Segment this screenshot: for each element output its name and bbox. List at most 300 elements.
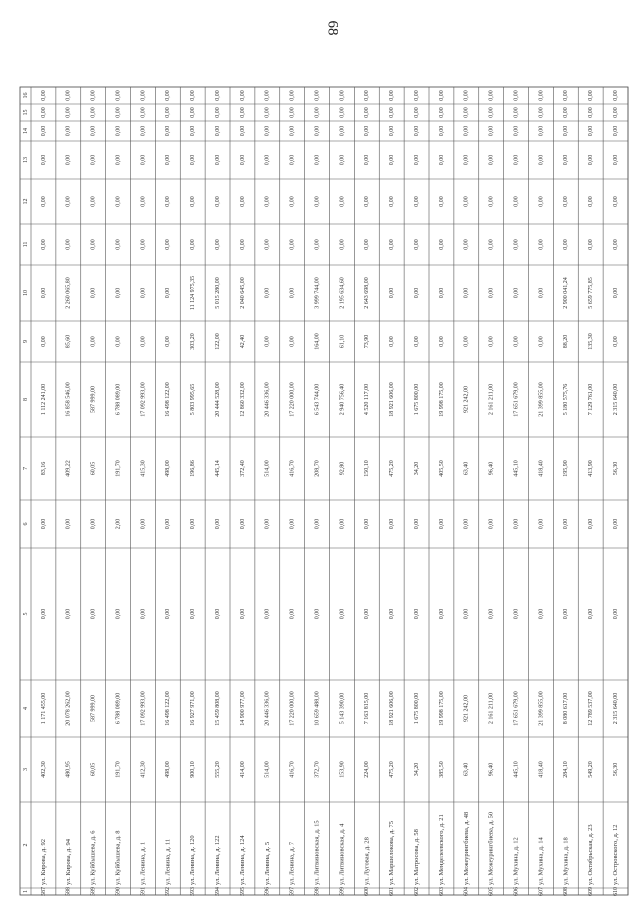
value-cell: 0,00 bbox=[264, 518, 271, 530]
value-cell: 0,00 bbox=[289, 125, 296, 137]
value-cell: 5 803 995,65 bbox=[190, 383, 197, 416]
value-cell: 0,00 bbox=[563, 107, 570, 118]
row-number-cell: 587 bbox=[40, 887, 47, 896]
value-cell: 1 171 455,00 bbox=[40, 692, 47, 725]
address-cell: ул. Литвиновская, д. 4 bbox=[338, 823, 346, 885]
value-cell: 405,50 bbox=[438, 460, 445, 477]
value-cell: 0,00 bbox=[488, 90, 495, 101]
value-cell: 0,00 bbox=[538, 154, 545, 166]
value-cell: 414,00 bbox=[239, 761, 246, 778]
value-cell: 0,00 bbox=[588, 125, 595, 137]
value-cell: 0,00 bbox=[389, 239, 396, 250]
value-cell: 2 315 640,00 bbox=[612, 692, 619, 725]
value-cell: 0,00 bbox=[90, 125, 97, 137]
value-cell: 372,70 bbox=[314, 761, 321, 778]
value-cell: 0,00 bbox=[612, 90, 619, 101]
value-cell: 0,00 bbox=[588, 154, 595, 166]
value-cell: 0,00 bbox=[563, 90, 570, 101]
value-cell: 92,80 bbox=[339, 461, 346, 476]
value-cell: 0,00 bbox=[438, 90, 445, 101]
value-cell: 3 999 744,00 bbox=[314, 277, 321, 309]
value-cell: 0,00 bbox=[314, 107, 321, 118]
value-cell: 0,00 bbox=[264, 287, 271, 299]
value-cell: 0,00 bbox=[264, 154, 271, 166]
value-cell: 5 180 575,76 bbox=[563, 383, 570, 416]
value-cell: 4 520 117,00 bbox=[364, 383, 371, 416]
value-cell: 0,00 bbox=[463, 239, 470, 250]
value-cell: 85,60 bbox=[65, 334, 72, 349]
value-cell: 18 921 606,00 bbox=[389, 691, 396, 726]
address-cell: ул. Мухина, д. 18 bbox=[562, 837, 570, 885]
row-number-cell: 600 bbox=[364, 887, 371, 896]
value-cell: 0,00 bbox=[513, 196, 520, 207]
value-cell: 0,00 bbox=[115, 154, 122, 166]
value-cell: 17 651 679,00 bbox=[513, 382, 520, 417]
value-cell: 0,00 bbox=[389, 154, 396, 166]
value-cell: 17 092 993,00 bbox=[140, 691, 147, 726]
value-cell: 0,00 bbox=[40, 107, 47, 118]
value-cell: 0,00 bbox=[538, 90, 545, 101]
page-number-text: 68 bbox=[324, 20, 341, 36]
value-cell: 0,00 bbox=[438, 196, 445, 207]
value-cell: 0,00 bbox=[612, 239, 619, 250]
address-cell: ул. Куйбышева, д. 8 bbox=[114, 830, 122, 885]
row-number-cell: 605 bbox=[488, 887, 495, 896]
value-cell: 0,00 bbox=[239, 196, 246, 207]
value-cell: 514,00 bbox=[264, 761, 271, 778]
value-cell: 17 220 000,00 bbox=[289, 691, 296, 726]
value-cell: 34,20 bbox=[413, 461, 420, 476]
value-cell: 0,00 bbox=[513, 239, 520, 250]
value-cell: 549,20 bbox=[588, 761, 595, 778]
value-cell: 0,00 bbox=[165, 239, 172, 250]
value-cell: 0,00 bbox=[115, 287, 122, 299]
value-cell: 0,00 bbox=[65, 107, 72, 118]
value-cell: 0,00 bbox=[513, 125, 520, 137]
column-number-header: 2 bbox=[22, 843, 29, 847]
value-cell: 0,00 bbox=[90, 518, 97, 530]
value-cell: 60,05 bbox=[90, 461, 97, 476]
value-cell: 0,00 bbox=[40, 239, 47, 250]
column-number-header: 13 bbox=[22, 157, 29, 163]
value-cell: 0,00 bbox=[513, 287, 520, 299]
value-cell: 0,00 bbox=[264, 196, 271, 207]
value-cell: 0,00 bbox=[563, 196, 570, 207]
column-number-header: 12 bbox=[22, 198, 29, 205]
value-cell: 0,00 bbox=[364, 107, 371, 118]
value-cell: 0,00 bbox=[140, 518, 147, 530]
value-cell: 5 143 390,00 bbox=[339, 692, 346, 725]
value-cell: 0,00 bbox=[165, 608, 172, 620]
value-cell: 587 999,00 bbox=[90, 386, 97, 413]
value-cell: 0,00 bbox=[612, 287, 619, 299]
row-number-cell: 588 bbox=[65, 887, 72, 896]
value-cell: 0,00 bbox=[413, 518, 420, 530]
value-cell: 10 659 488,00 bbox=[314, 691, 321, 726]
value-cell: 0,00 bbox=[463, 196, 470, 207]
value-cell: 0,00 bbox=[214, 90, 221, 101]
value-cell: 0,00 bbox=[214, 107, 221, 118]
value-cell: 0,00 bbox=[115, 125, 122, 137]
value-cell: 0,00 bbox=[314, 518, 321, 530]
value-cell: 0,00 bbox=[140, 107, 147, 118]
column-number-header: 7 bbox=[22, 467, 29, 470]
value-cell: 418,40 bbox=[538, 761, 545, 778]
value-cell: 0,00 bbox=[165, 336, 172, 347]
value-cell: 0,00 bbox=[488, 154, 495, 166]
address-cell: ул. Ленина, д. 5 bbox=[263, 841, 271, 885]
value-cell: 0,00 bbox=[140, 239, 147, 250]
value-cell: 284,10 bbox=[563, 761, 570, 778]
value-cell: 0,00 bbox=[140, 196, 147, 207]
row-number-cell: 599 bbox=[339, 887, 346, 896]
value-cell: 0,00 bbox=[612, 518, 619, 530]
value-cell: 0,00 bbox=[264, 107, 271, 118]
value-cell: 0,00 bbox=[65, 154, 72, 166]
value-cell: 60,05 bbox=[90, 762, 97, 777]
value-cell: 12 860 332,00 bbox=[239, 382, 246, 417]
row-number-cell: 609 bbox=[588, 887, 595, 896]
value-cell: 0,00 bbox=[264, 90, 271, 101]
value-cell: 0,00 bbox=[314, 90, 321, 101]
value-cell: 0,00 bbox=[413, 336, 420, 347]
row-number-cell: 610 bbox=[612, 887, 619, 896]
value-cell: 0,00 bbox=[438, 107, 445, 118]
value-cell: 0,00 bbox=[40, 287, 47, 299]
value-cell: 0,00 bbox=[90, 239, 97, 250]
value-cell: 0,00 bbox=[463, 336, 470, 347]
row-number-cell: 595 bbox=[239, 887, 246, 896]
value-cell: 191,70 bbox=[115, 761, 122, 778]
value-cell: 0,00 bbox=[588, 518, 595, 530]
row-number-cell: 597 bbox=[289, 887, 296, 896]
value-cell: 0,00 bbox=[314, 239, 321, 250]
value-cell: 0,00 bbox=[40, 336, 47, 347]
value-cell: 0,00 bbox=[413, 154, 420, 166]
value-cell: 0,00 bbox=[413, 107, 420, 118]
value-cell: 0,00 bbox=[538, 125, 545, 137]
value-cell: 0,00 bbox=[264, 336, 271, 347]
value-cell: 20 078 262,00 bbox=[65, 691, 72, 726]
value-cell: 0,00 bbox=[115, 196, 122, 207]
value-cell: 0,00 bbox=[289, 154, 296, 166]
value-cell: 0,00 bbox=[214, 518, 221, 530]
value-cell: 0,00 bbox=[40, 154, 47, 166]
value-cell: 0,00 bbox=[538, 239, 545, 250]
value-cell: 445,10 bbox=[513, 460, 520, 477]
value-cell: 0,00 bbox=[513, 518, 520, 530]
value-cell: 0,00 bbox=[165, 518, 172, 530]
value-cell: 0,00 bbox=[190, 125, 197, 137]
value-cell: 0,00 bbox=[90, 107, 97, 118]
value-cell: 0,00 bbox=[264, 125, 271, 137]
value-cell: 73,90 bbox=[364, 334, 371, 349]
value-cell: 0,00 bbox=[563, 239, 570, 250]
value-cell: 0,00 bbox=[488, 287, 495, 299]
value-cell: 0,00 bbox=[563, 518, 570, 530]
value-cell: 0,00 bbox=[140, 287, 147, 299]
value-cell: 0,00 bbox=[588, 90, 595, 101]
value-cell: 2 260 065,80 bbox=[65, 277, 72, 309]
value-cell: 385,50 bbox=[438, 761, 445, 778]
value-cell: 0,00 bbox=[289, 107, 296, 118]
value-cell: 0,00 bbox=[538, 287, 545, 299]
value-cell: 0,00 bbox=[612, 107, 619, 118]
row-number-cell: 604 bbox=[463, 887, 470, 896]
value-cell: 11 124 975,35 bbox=[190, 275, 197, 311]
value-cell: 0,00 bbox=[40, 518, 47, 530]
value-cell: 0,00 bbox=[115, 239, 122, 250]
value-cell: 0,00 bbox=[463, 154, 470, 166]
value-cell: 0,00 bbox=[438, 336, 445, 347]
value-cell: 164,00 bbox=[314, 333, 321, 350]
value-cell: 555,20 bbox=[214, 761, 221, 778]
value-cell: 16 858 546,00 bbox=[65, 382, 72, 417]
value-cell: 0,00 bbox=[538, 518, 545, 530]
value-cell: 0,00 bbox=[389, 608, 396, 620]
address-cell: ул. Ленина, д. 11 bbox=[164, 838, 172, 885]
value-cell: 0,00 bbox=[413, 125, 420, 137]
value-cell: 0,00 bbox=[588, 239, 595, 250]
value-cell: 0,00 bbox=[389, 107, 396, 118]
value-cell: 0,00 bbox=[588, 196, 595, 207]
value-cell: 0,00 bbox=[438, 125, 445, 137]
value-cell: 0,00 bbox=[438, 608, 445, 620]
value-cell: 0,00 bbox=[165, 196, 172, 207]
value-cell: 0,00 bbox=[563, 154, 570, 166]
value-cell: 150,10 bbox=[364, 460, 371, 477]
value-cell: 0,00 bbox=[488, 107, 495, 118]
value-cell: 475,20 bbox=[389, 460, 396, 477]
table-border bbox=[20, 87, 628, 895]
value-cell: 0,00 bbox=[115, 608, 122, 620]
address-cell: ул. Менделеевского, д. 21 bbox=[437, 814, 445, 885]
address-cell: ул. Межеурингбиева, д. 50 bbox=[487, 811, 495, 885]
address-cell: ул. Матросова, д. 58 bbox=[413, 829, 421, 885]
row-number-cell: 592 bbox=[165, 887, 172, 896]
row-number-cell: 591 bbox=[140, 887, 147, 896]
value-cell: 0,00 bbox=[339, 107, 346, 118]
value-cell: 0,00 bbox=[538, 196, 545, 207]
value-cell: 6 543 744,00 bbox=[314, 383, 321, 416]
value-cell: 7 129 761,00 bbox=[588, 383, 595, 416]
value-cell: 88,20 bbox=[563, 334, 570, 349]
value-cell: 409,22 bbox=[65, 460, 72, 477]
value-cell: 20 446 336,00 bbox=[264, 691, 271, 726]
value-cell: 0,00 bbox=[115, 90, 122, 101]
column-number-header: 6 bbox=[22, 522, 29, 526]
value-cell: 42,40 bbox=[239, 334, 246, 349]
value-cell: 0,00 bbox=[438, 518, 445, 530]
value-cell: 0,00 bbox=[364, 90, 371, 101]
value-cell: 0,00 bbox=[90, 154, 97, 166]
address-cell: ул. Мухина, д. 14 bbox=[537, 837, 545, 885]
value-cell: 0,00 bbox=[140, 125, 147, 137]
value-cell: 402,30 bbox=[40, 761, 47, 778]
column-number-header: 8 bbox=[22, 398, 29, 401]
value-cell: 0,00 bbox=[40, 90, 47, 101]
value-cell: 0,00 bbox=[563, 125, 570, 137]
address-cell: ул. Литвиновская, д. 15 bbox=[313, 820, 321, 885]
value-cell: 0,00 bbox=[364, 196, 371, 207]
value-cell: 2 161 211,00 bbox=[488, 692, 495, 725]
value-cell: 0,00 bbox=[65, 518, 72, 530]
value-cell: 0,00 bbox=[488, 196, 495, 207]
value-cell: 0,00 bbox=[289, 518, 296, 530]
value-cell: 7 163 815,00 bbox=[364, 692, 371, 725]
value-cell: 0,00 bbox=[264, 239, 271, 250]
column-number-header: 11 bbox=[22, 241, 29, 248]
value-cell: 0,00 bbox=[463, 518, 470, 530]
value-cell: 2,00 bbox=[115, 518, 122, 530]
value-cell: 0,00 bbox=[165, 287, 172, 299]
column-number-header: 5 bbox=[22, 612, 29, 616]
value-cell: 0,00 bbox=[239, 518, 246, 530]
value-cell: 0,00 bbox=[538, 336, 545, 347]
value-cell: 514,00 bbox=[264, 460, 271, 477]
value-cell: 56,30 bbox=[612, 461, 619, 476]
value-cell: 0,00 bbox=[413, 90, 420, 101]
value-cell: 0,00 bbox=[90, 336, 97, 347]
value-cell: 0,00 bbox=[513, 608, 520, 620]
value-cell: 0,00 bbox=[389, 518, 396, 530]
row-number-cell: 590 bbox=[115, 887, 122, 896]
value-cell: 0,00 bbox=[488, 518, 495, 530]
value-cell: 0,00 bbox=[339, 518, 346, 530]
address-cell: ул. Ленина, д. 1 bbox=[139, 841, 147, 885]
row-number-cell: 606 bbox=[513, 887, 520, 896]
value-cell: 0,00 bbox=[40, 125, 47, 137]
value-cell: 0,00 bbox=[214, 196, 221, 207]
value-cell: 96,40 bbox=[488, 461, 495, 476]
value-cell: 1 112 241,00 bbox=[40, 383, 47, 416]
value-cell: 0,00 bbox=[264, 608, 271, 620]
value-cell: 412,30 bbox=[140, 761, 147, 778]
value-cell: 0,00 bbox=[289, 608, 296, 620]
row-number-cell: 602 bbox=[413, 887, 420, 896]
value-cell: 0,00 bbox=[413, 196, 420, 207]
row-number-cell: 607 bbox=[538, 887, 545, 896]
value-cell: 0,00 bbox=[140, 90, 147, 101]
value-cell: 0,00 bbox=[214, 154, 221, 166]
value-cell: 0,00 bbox=[289, 287, 296, 299]
value-cell: 122,00 bbox=[214, 333, 221, 350]
value-cell: 0,00 bbox=[65, 125, 72, 137]
value-cell: 34,20 bbox=[413, 762, 420, 777]
value-cell: 0,00 bbox=[165, 125, 172, 137]
value-cell: 0,00 bbox=[339, 90, 346, 101]
value-cell: 0,00 bbox=[612, 608, 619, 620]
value-cell: 0,00 bbox=[165, 154, 172, 166]
value-cell: 19 998 175,00 bbox=[438, 691, 445, 726]
value-cell: 0,00 bbox=[438, 239, 445, 250]
value-cell: 0,00 bbox=[190, 518, 197, 530]
address-cell: ул. Ленина, д. 122 bbox=[214, 835, 222, 885]
value-cell: 0,00 bbox=[190, 154, 197, 166]
value-cell: 0,00 bbox=[239, 608, 246, 620]
value-cell: 900,10 bbox=[190, 761, 197, 778]
value-cell: 0,00 bbox=[140, 336, 147, 347]
value-cell: 0,00 bbox=[314, 125, 321, 137]
value-cell: 0,00 bbox=[612, 336, 619, 347]
value-cell: 0,00 bbox=[612, 196, 619, 207]
value-cell: 0,00 bbox=[190, 90, 197, 101]
row-number-cell: 589 bbox=[90, 887, 97, 896]
value-cell: 195,90 bbox=[563, 460, 570, 477]
value-cell: 0,00 bbox=[488, 125, 495, 137]
row-number-cell: 596 bbox=[264, 887, 271, 896]
value-cell: 0,00 bbox=[190, 239, 197, 250]
value-cell: 63,40 bbox=[463, 461, 470, 476]
value-cell: 14 900 977,00 bbox=[239, 691, 246, 726]
value-cell: 0,00 bbox=[513, 90, 520, 101]
value-cell: 16 927 971,00 bbox=[190, 691, 197, 726]
value-cell: 0,00 bbox=[314, 196, 321, 207]
value-cell: 196,86 bbox=[190, 460, 197, 477]
address-cell: ул. Луговая, д. 28 bbox=[363, 837, 371, 885]
value-cell: 0,00 bbox=[339, 125, 346, 137]
value-cell: 0,00 bbox=[40, 608, 47, 620]
value-cell: 1 675 800,00 bbox=[413, 383, 420, 416]
value-cell: 16 498 122,00 bbox=[165, 691, 172, 726]
value-cell: 418,40 bbox=[538, 460, 545, 477]
value-cell: 0,00 bbox=[239, 90, 246, 101]
value-cell: 0,00 bbox=[364, 608, 371, 620]
value-cell: 0,00 bbox=[364, 518, 371, 530]
value-cell: 16 498 122,00 bbox=[165, 382, 172, 417]
value-cell: 6 788 089,00 bbox=[115, 383, 122, 416]
address-cell: ул. Мухина, д. 12 bbox=[512, 837, 520, 885]
value-cell: 480,95 bbox=[65, 761, 72, 778]
value-cell: 0,00 bbox=[90, 608, 97, 620]
value-cell: 21 399 855,00 bbox=[538, 691, 545, 726]
value-cell: 0,00 bbox=[488, 336, 495, 347]
value-cell: 0,00 bbox=[339, 608, 346, 620]
value-cell: 0,00 bbox=[65, 239, 72, 250]
address-cell: ул. Межеурингбиева, д. 48 bbox=[462, 811, 470, 885]
value-cell: 445,14 bbox=[214, 460, 221, 477]
column-number-header: 16 bbox=[22, 92, 29, 99]
address-cell: ул. Маршелокова, д. 75 bbox=[388, 820, 396, 885]
value-cell: 0,00 bbox=[389, 196, 396, 207]
value-cell: 20 444 528,00 bbox=[214, 382, 221, 417]
value-cell: 0,00 bbox=[339, 239, 346, 250]
value-cell: 0,00 bbox=[140, 154, 147, 166]
value-cell: 0,00 bbox=[190, 196, 197, 207]
value-cell: 1 675 800,00 bbox=[413, 692, 420, 725]
value-cell: 0,00 bbox=[115, 107, 122, 118]
value-cell: 475,20 bbox=[389, 761, 396, 778]
value-cell: 17 220 000,00 bbox=[289, 382, 296, 417]
address-cell: ул. Кирова, д. 94 bbox=[64, 839, 72, 885]
value-cell: 0,00 bbox=[239, 154, 246, 166]
value-cell: 0,00 bbox=[488, 608, 495, 620]
value-cell: 0,00 bbox=[239, 125, 246, 137]
value-cell: 0,00 bbox=[413, 608, 420, 620]
value-cell: 2 315 640,00 bbox=[612, 383, 619, 416]
value-cell: 0,00 bbox=[538, 608, 545, 620]
value-cell: 0,00 bbox=[190, 608, 197, 620]
value-cell: 0,00 bbox=[314, 608, 321, 620]
value-cell: 0,00 bbox=[90, 287, 97, 299]
value-cell: 0,00 bbox=[364, 154, 371, 166]
value-cell: 0,00 bbox=[339, 154, 346, 166]
value-cell: 83,16 bbox=[40, 461, 47, 476]
value-cell: 0,00 bbox=[289, 239, 296, 250]
value-cell: 415,30 bbox=[140, 460, 147, 477]
value-cell: 0,00 bbox=[289, 196, 296, 207]
address-cell: ул. Островского, д. 12 bbox=[612, 824, 620, 885]
